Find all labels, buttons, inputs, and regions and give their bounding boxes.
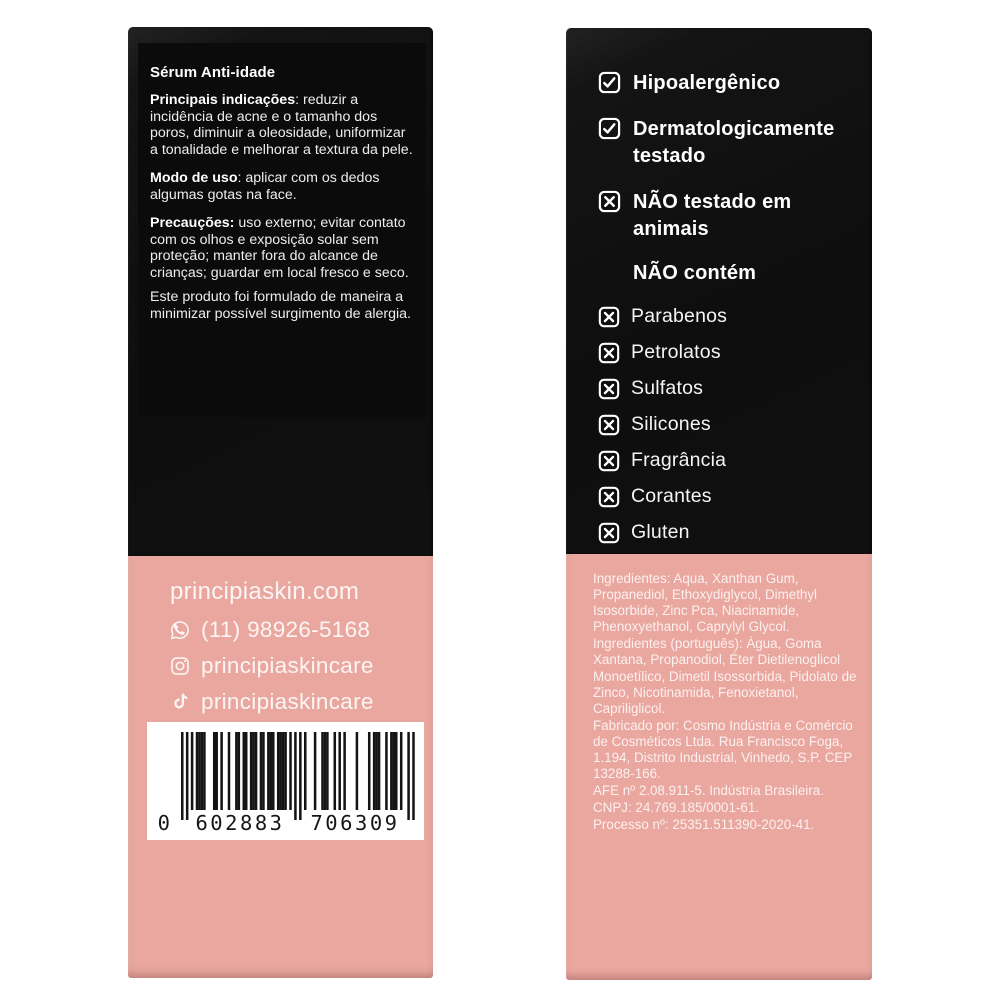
afe-registration: AFE nº 2.08.911-5. Indústria Brasileira.: [593, 783, 824, 799]
barcode-digits-left: 602883: [194, 811, 285, 835]
barcode-bars: [181, 732, 415, 820]
indications-lead: Principais indicações: [150, 92, 296, 108]
left-black-panel: [128, 27, 433, 556]
contact-block: [169, 578, 374, 725]
precautions-paragraph: [150, 215, 416, 281]
right-black-panel: [566, 28, 872, 554]
right-pink-panel: [566, 554, 872, 980]
usage-lead: Modo de uso: [150, 170, 238, 186]
not-contains-label: Sulfatos: [631, 377, 704, 399]
claim-hypoallergenic: [598, 70, 847, 97]
not-contains-item: [598, 413, 847, 436]
not-contains-item: [598, 341, 847, 364]
checkbox-checked-icon: [598, 117, 621, 140]
not-contains-item: [598, 377, 847, 400]
not-contains-label: Silicones: [631, 413, 711, 435]
not-contains-label: Petrolatos: [631, 341, 721, 363]
process-number: Processo nº: 25351.511390-2020-41.: [593, 817, 815, 833]
tiktok-handle: principiaskincare: [201, 689, 374, 714]
ingredients-portuguese: Ingredientes (português): Água, Goma Xantana, Propanodiol, Éter Dietilenoglicol Monoetílico, Dimetil Isossorbida, Pidolato de Zinco, Nicotinamida, Fenoxietanol, Capriliglicol.: [593, 636, 857, 716]
checkbox-cross-icon: [598, 306, 620, 328]
barcode-svg: [155, 726, 417, 836]
checkbox-cross-icon: [598, 414, 620, 436]
whatsapp-icon: [169, 619, 191, 641]
not-contains-item: [598, 521, 847, 544]
claim-dermatologically-tested: [598, 116, 847, 170]
whatsapp-number: (11) 98926-5168: [201, 617, 371, 642]
precautions-lead: Precauções:: [150, 215, 235, 231]
allergy-text: Este produto foi formulado de maneira a minimizar possível surgimento de alergia.: [150, 289, 412, 322]
cnpj-number: CNPJ: 24.769.185/0001-61.: [593, 800, 760, 816]
checkbox-cross-icon: [598, 190, 621, 213]
checkbox-checked-icon: [598, 71, 621, 94]
instagram-row: [169, 653, 374, 679]
checkbox-cross-icon: [598, 342, 620, 364]
checkbox-cross-icon: [598, 378, 620, 400]
indications-text: : reduzir a incidência de acne e o tamanho dos poros, diminuir a oleosidade, uniformizar a tonalidade e melhorar a textura da pele.: [150, 92, 413, 158]
legal-text-block: [593, 571, 869, 835]
instagram-icon: [169, 655, 191, 677]
claim-not-tested-on-animals: [598, 189, 847, 243]
barcode: [147, 722, 424, 840]
not-contains-item: [598, 449, 847, 472]
not-contains-title: NÃO contém: [633, 262, 757, 284]
left-info-label: [138, 43, 426, 417]
not-contains-label: Parabenos: [631, 305, 728, 327]
indications-paragraph: [150, 92, 416, 158]
checkbox-cross-icon: [598, 522, 620, 544]
claims-list: [598, 70, 847, 557]
box-right: [566, 28, 872, 980]
not-contains-label: Corantes: [631, 485, 712, 507]
left-pink-panel: [128, 556, 433, 978]
allergy-paragraph: [150, 289, 416, 322]
not-contains-item: [598, 485, 847, 508]
precautions-text: uso externo; evitar contato com os olhos e exposição solar sem proteção; manter fora do alcance de crianças; guardar em local fresco e seco.: [150, 215, 409, 281]
checkbox-cross-icon: [598, 450, 620, 472]
whatsapp-row: [169, 617, 374, 643]
tiktok-row: [169, 689, 374, 715]
barcode-digit-lead: 0: [157, 811, 172, 835]
barcode-digits-right: 706309: [309, 811, 400, 835]
website-url: principiaskin.com: [170, 578, 360, 605]
checkbox-cross-icon: [598, 486, 620, 508]
manufacturer-info: Fabricado por: Cosmo Indústria e Comércio de Cosméticos Ltda. Rua Francisco Foga, 1.194, Distrito Industrial, Vinhedo, S.P. CEP 13288-166.: [593, 717, 853, 782]
usage-text: : aplicar com os dedos algumas gotas na face.: [150, 170, 380, 203]
not-contains-item: [598, 305, 847, 328]
tiktok-icon: [169, 691, 191, 713]
product-title: Sérum Anti-idade: [150, 64, 276, 81]
claim-label: Hipoalergênico: [633, 72, 781, 94]
not-contains-label: Gluten: [631, 521, 690, 543]
instagram-handle: principiaskincare: [201, 653, 374, 678]
usage-paragraph: [150, 170, 416, 203]
ingredients-inci: Ingredientes: Aqua, Xanthan Gum, Propanediol, Ethoxydiglycol, Dimethyl Isosorbide, Zinc Pca, Niacinamide, Phenoxyethanol, Caprylyl Glycol.: [593, 571, 818, 635]
claim-label: Dermatologicamente testado: [633, 118, 835, 167]
not-contains-label: Fragrância: [631, 449, 727, 471]
claim-label: NÃO testado em animais: [633, 191, 792, 240]
box-left: [128, 27, 433, 978]
